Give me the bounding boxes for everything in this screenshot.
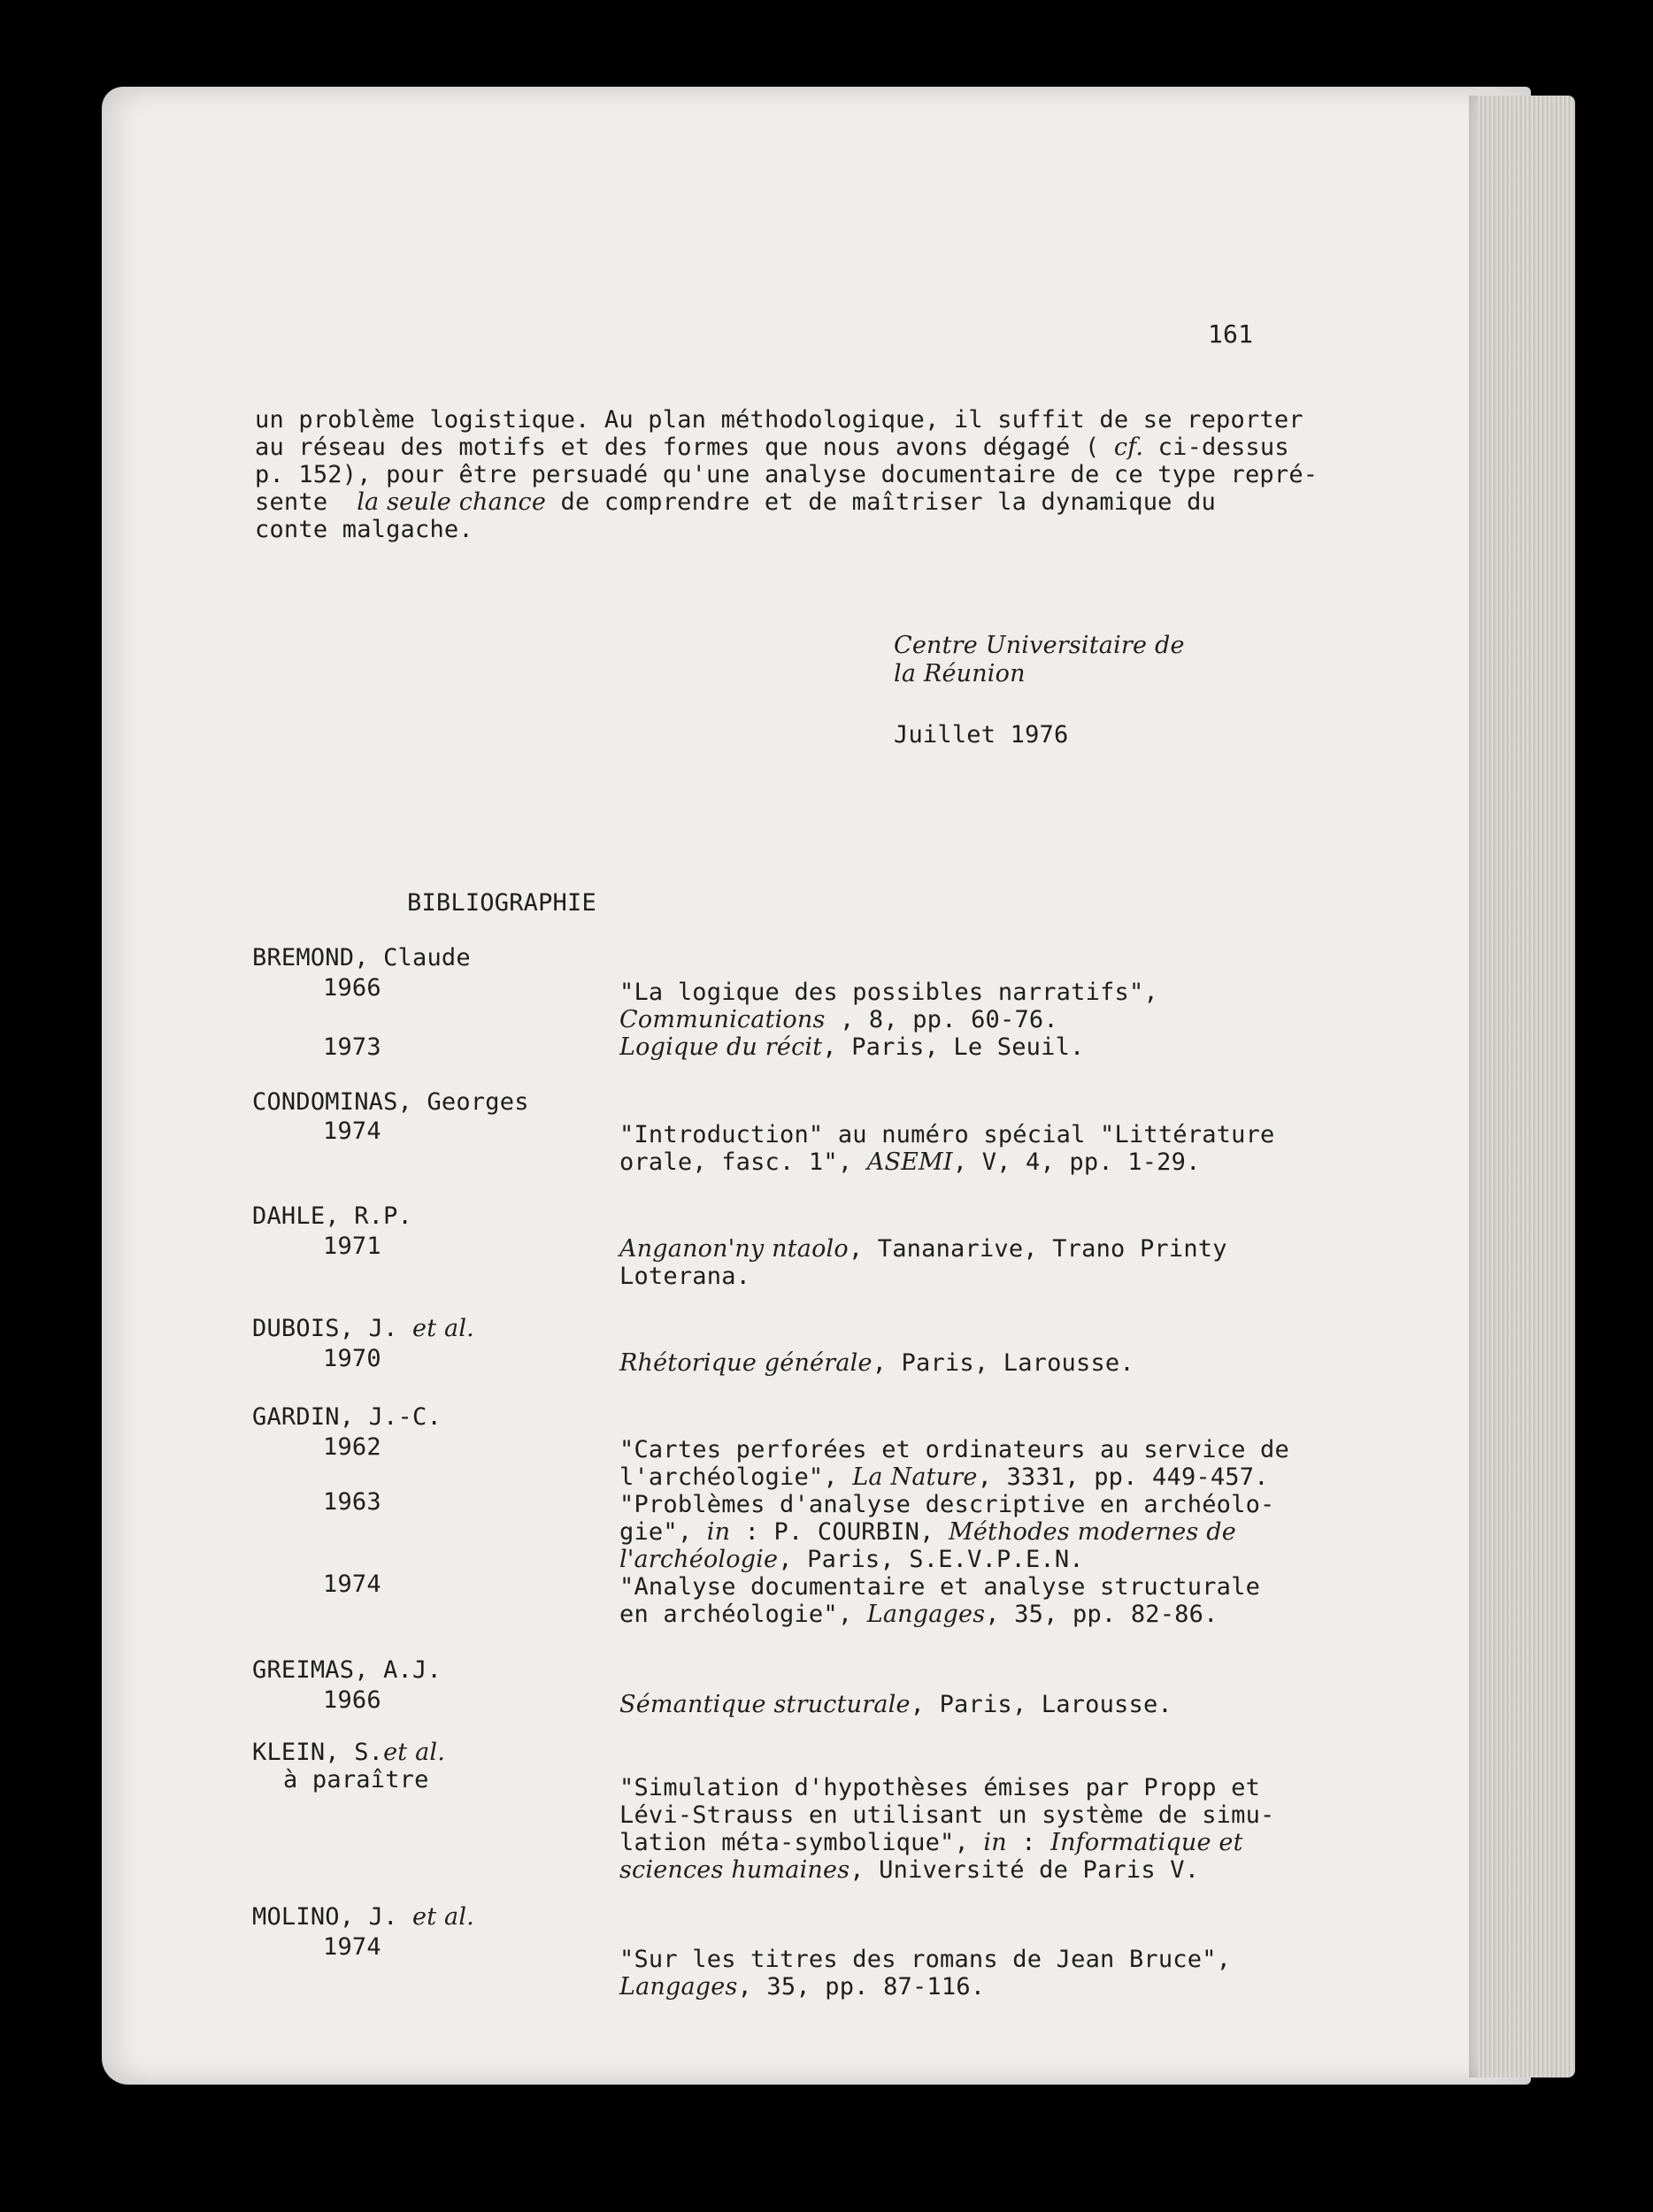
bib-entry-text: gie", xyxy=(619,1518,707,1546)
bib-title: Rhétorique générale xyxy=(619,1349,873,1377)
bib-title: Anganon'ny ntaolo xyxy=(619,1235,849,1263)
bib-entry-line xyxy=(619,1547,1084,1573)
bib-entry-text: , Paris, Le Seuil. xyxy=(822,1033,1085,1061)
bib-title: Logique du récit xyxy=(619,1033,823,1061)
paragraph-line-2-text: au réseau des motifs et des formes que nous avons dégagé ( xyxy=(255,434,1114,461)
paragraph-line-4 xyxy=(255,489,1216,516)
bib-title: La Nature xyxy=(852,1463,978,1491)
paragraph-line-5: conte malgache. xyxy=(255,516,473,543)
bib-title: Communications xyxy=(619,1006,826,1033)
bib-entry-text: , Université de Paris V. xyxy=(850,1856,1200,1884)
bib-entry-line xyxy=(619,1236,1227,1263)
bib-title: ASEMI xyxy=(866,1148,953,1176)
signature-location: la Réunion xyxy=(894,660,1026,687)
bib-author-klein xyxy=(252,1740,445,1766)
bib-entry-line xyxy=(619,1601,1219,1628)
page-number: 161 xyxy=(1208,319,1254,349)
bib-entry-text: , 35, pp. 82-86. xyxy=(985,1601,1219,1628)
bib-year: 1970 xyxy=(323,1345,381,1372)
bib-year: 1973 xyxy=(323,1033,381,1061)
bib-year: 1962 xyxy=(323,1433,381,1461)
bib-entry-line xyxy=(619,1034,1085,1061)
bibliography-heading: BIBLIOGRAPHIE xyxy=(407,889,596,917)
in-marker: in xyxy=(706,1518,731,1546)
bib-author-gardin: GARDIN, J.-C. xyxy=(252,1403,442,1431)
bib-title: l'archéologie xyxy=(619,1546,779,1573)
bib-entry-line: "Sur les titres des romans de Jean Bruce", xyxy=(619,1946,1232,1973)
bib-entry-text: : xyxy=(1006,1829,1051,1856)
signature-date: Juillet 1976 xyxy=(894,721,1069,749)
bib-entry-text: , 35, pp. 87-116. xyxy=(737,1973,986,2001)
bib-year: 1966 xyxy=(323,974,381,1002)
bib-entry-text: , Tananarive, Trano Printy xyxy=(848,1235,1227,1263)
bib-entry-line: "Problèmes d'analyse descriptive en archéolo- xyxy=(619,1491,1275,1518)
bib-year: 1974 xyxy=(323,1571,381,1598)
bib-entry-line xyxy=(619,1149,1201,1176)
bib-author-molino xyxy=(252,1904,474,1931)
bib-author-bremond: BREMOND, Claude xyxy=(252,944,471,972)
bib-title: Sémantique structurale xyxy=(619,1691,911,1718)
bib-year: 1966 xyxy=(323,1686,381,1714)
bib-entry-line: "La logique des possibles narratifs", xyxy=(619,979,1158,1006)
et-al: et al. xyxy=(412,1315,474,1342)
bib-entry-line xyxy=(619,1519,1236,1546)
bib-entry-text: lation méta-symbolique", xyxy=(619,1829,984,1856)
bib-entry-text: , 3331, pp. 449-457. xyxy=(977,1463,1269,1491)
bib-author-greimas: GREIMAS, A.J. xyxy=(252,1656,442,1684)
bib-entry-line xyxy=(619,1464,1269,1491)
bib-entry-line xyxy=(619,1350,1134,1377)
paragraph-line-1: un problème logistique. Au plan méthodologique, il suffit de se reporter xyxy=(255,406,1303,434)
bib-author-name: MOLINO, J. xyxy=(252,1903,413,1931)
bib-title: Langages xyxy=(866,1601,986,1628)
bib-entry-line: Loterana. xyxy=(619,1263,751,1290)
bib-entry-line xyxy=(619,1830,1243,1856)
bib-year: 1974 xyxy=(323,1933,381,1961)
bib-title: Langages xyxy=(619,1973,738,2001)
in-marker: in xyxy=(983,1829,1007,1856)
bib-entry-line xyxy=(619,1692,1172,1718)
bib-author-dahle: DAHLE, R.P. xyxy=(252,1202,413,1230)
bib-title: sciences humaines xyxy=(619,1856,850,1884)
bib-author-dubois xyxy=(252,1316,474,1342)
bib-author-name: DUBOIS, J. xyxy=(252,1315,413,1342)
bib-entry-text: , V, 4, pp. 1-29. xyxy=(952,1148,1201,1176)
signature-institution: Centre Universitaire de xyxy=(894,632,1185,659)
paragraph-line-3: p. 152), pour être persuadé qu'une analyse documentaire de ce type repré- xyxy=(255,461,1319,488)
bib-entry-text: , 8, pp. 60-76. xyxy=(825,1006,1058,1033)
et-al: et al. xyxy=(383,1739,446,1766)
paragraph-line-4-end: de comprendre et de maîtriser la dynamique du xyxy=(546,488,1216,516)
bib-title: Informatique et xyxy=(1050,1829,1243,1856)
bib-entry-line: "Analyse documentaire et analyse structurale xyxy=(619,1573,1261,1601)
bib-entry-line: "Introduction" au numéro spécial "Littérature xyxy=(619,1121,1275,1148)
paragraph-line-2 xyxy=(255,434,1289,461)
bib-entry-text: , Paris, S.E.V.P.E.N. xyxy=(778,1546,1084,1573)
bib-entry-text: orale, fasc. 1", xyxy=(619,1148,867,1176)
bib-entry-text: : P. COURBIN, xyxy=(730,1518,950,1546)
paragraph-line-4-start: sente xyxy=(255,488,358,516)
paragraph-line-2-end: ci-dessus xyxy=(1143,434,1289,461)
bib-year: 1974 xyxy=(323,1118,381,1145)
bib-year: 1971 xyxy=(323,1233,381,1260)
bib-entry-text: l'archéologie", xyxy=(619,1463,853,1491)
bib-author-name: KLEIN, S. xyxy=(252,1739,384,1766)
cf-abbrev: cf. xyxy=(1113,434,1144,461)
bib-entry-text: , Paris, Larousse. xyxy=(910,1691,1172,1718)
bib-entry-line: Lévi-Strauss en utilisant un système de simu- xyxy=(619,1801,1275,1829)
bib-entry-text: en archéologie", xyxy=(619,1601,867,1628)
et-al: et al. xyxy=(412,1903,474,1931)
bib-year: 1963 xyxy=(323,1488,381,1516)
bib-entry-line xyxy=(619,1007,1058,1033)
bib-entry-line xyxy=(619,1974,985,2001)
bib-author-condominas: CONDOMINAS, Georges xyxy=(252,1088,529,1116)
page-stack-edge xyxy=(1478,96,1575,2078)
emphasis-seule-chance: la seule chance xyxy=(357,488,547,516)
bib-entry-line xyxy=(619,1857,1199,1884)
bib-entry-line: "Simulation d'hypothèses émises par Propp et xyxy=(619,1774,1261,1801)
bib-entry-line: "Cartes perforées et ordinateurs au service de xyxy=(619,1436,1289,1463)
bib-year: à paraître xyxy=(283,1766,429,1793)
bib-entry-text: , Paris, Larousse. xyxy=(872,1349,1134,1377)
bib-title: Méthodes modernes de xyxy=(949,1518,1236,1546)
